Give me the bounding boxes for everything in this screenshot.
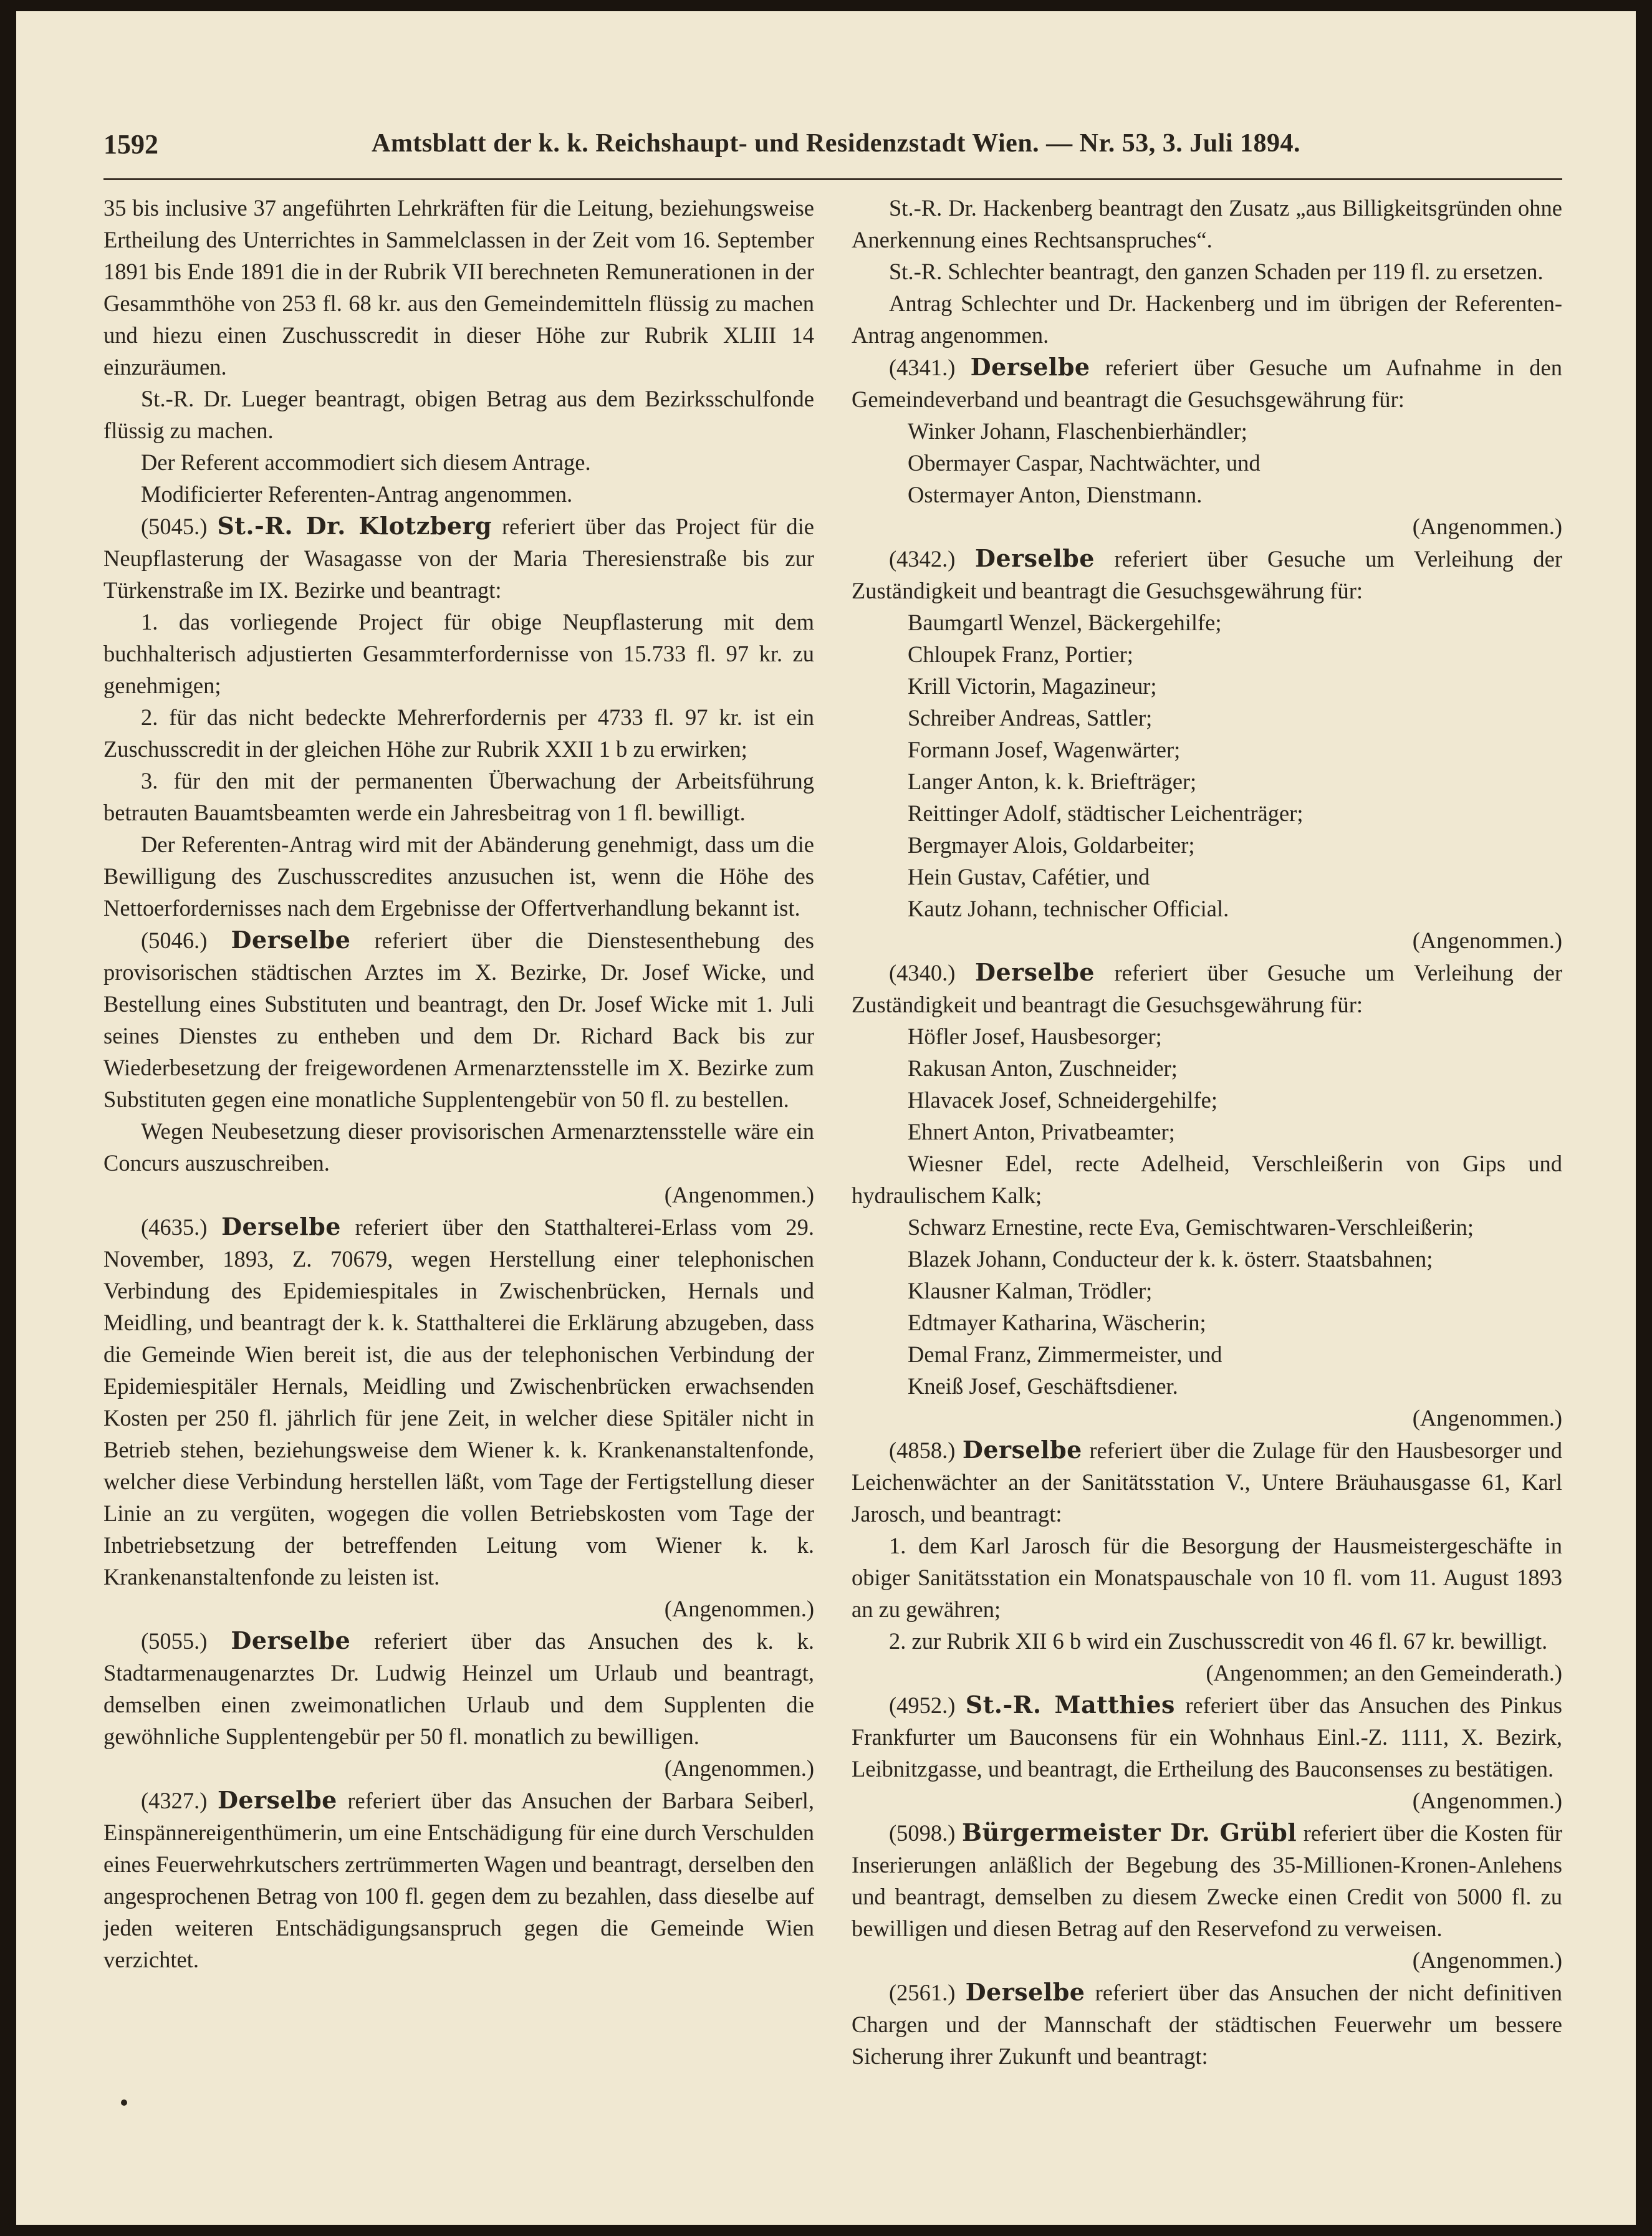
list-item: Schreiber Andreas, Sattler; <box>908 705 1153 731</box>
item-text: referiert über Gesuche um Verleihung der Zuständigkeit und beantragt die Gesuchsgewährung für: <box>852 960 1563 1017</box>
item-text: referiert über das Ansuchen des Pinkus Frankfurter um Bauconsens für ein Wohnhaus Einl.-Z. 1111, X. Bezirk, Leibnitzgasse, und beantragt, die Ertheilung des Bauconsenses zu bestätigen. <box>852 1692 1563 1782</box>
list-item: Ehnert Anton, Privatbeamter; <box>908 1119 1175 1144</box>
speaker: Derselbe <box>231 1626 351 1654</box>
applicant-list <box>852 607 1562 924</box>
list-item: Reittinger Adolf, städtischer Leichenträger; <box>908 800 1304 826</box>
item-number: (2561.) <box>889 1980 956 2005</box>
ink-dot <box>121 2099 127 2106</box>
list-item: Ostermayer Anton, Dienstmann. <box>908 482 1203 507</box>
applicant-list <box>852 415 1562 511</box>
resolution: (Angenommen.) <box>1412 928 1562 953</box>
item-number: (4341.) <box>889 355 956 380</box>
page-number: 1592 <box>103 129 158 160</box>
resolution: (Angenommen.) <box>664 1182 814 1207</box>
list-item: Chloupek Franz, Portier; <box>908 641 1133 667</box>
item-text: referiert über das Ansuchen der Barbara Seiberl, Einspännereigenthümerin, um eine Entschädigung für eine durch Verschulden eines Feuerwehrkutschers zertrümmerten Wagen und beantragt, derselben den angesprochenen Betrag von 100 fl. gegen dem zu bezahlen, dass dieselbe auf jeden weiteren Entschädigungsanspruch gegen die Gemeinde Wien verzichtet. <box>103 1788 815 1972</box>
list-item: Kautz Johann, technischer Official. <box>908 896 1229 921</box>
agenda-item-4340 <box>852 956 1562 1020</box>
list-item: Höfler Josef, Hausbesorger; <box>908 1024 1162 1049</box>
list-item: Krill Victorin, Magazineur; <box>908 673 1157 699</box>
speaker: Derselbe <box>217 1786 337 1814</box>
speaker: Derselbe <box>221 1212 341 1240</box>
resolution: (Angenommen; an den Gemeinderath.) <box>1206 1660 1562 1686</box>
agenda-item-5045 <box>103 510 814 606</box>
resolution: (Angenommen.) <box>1412 1788 1562 1813</box>
list-item: Formann Josef, Wagenwärter; <box>908 737 1181 762</box>
item-text: referiert über das Ansuchen der nicht definitiven Chargen und der Mannschaft der städtischen Feuerwehr um bessere Sicherung ihrer Zukunft und beantragt: <box>852 1980 1563 2069</box>
paragraph: Der Referenten-Antrag wird mit der Abänderung genehmigt, dass um die Bewilligung des Zuschusscredites anzusuchen ist, wenn die Höhe des Nettoerfordernisses nach dem Ergebnisse der Offertverhandlung bekannt ist. <box>103 832 814 921</box>
item-number: (5045.) <box>141 514 208 539</box>
item-number: (4952.) <box>889 1692 956 1718</box>
page-header <box>103 117 1300 167</box>
speaker: Derselbe <box>975 544 1095 572</box>
paragraph: Wegen Neubesetzung dieser provisorischen Armenarztensstelle wäre ein Concurs auszuschreiben. <box>103 1118 814 1176</box>
agenda-item-4635 <box>103 1211 814 1593</box>
list-item: Demal Franz, Zimmermeister, und <box>908 1341 1222 1367</box>
running-title: Amtsblatt der k. k. Reichshaupt- und Residenzstadt Wien. — Nr. 53, 3. Juli 1894. <box>372 129 1300 158</box>
list-item: Winker Johann, Flaschenbierhändler; <box>908 418 1247 444</box>
item-text: referiert über die Zulage für den Hausbesorger und Leichenwächter an der Sanitätsstation V., Untere Bräuhausgasse 61, Karl Jarosch, und beantragt: <box>852 1437 1562 1527</box>
paragraph: 1. dem Karl Jarosch für die Besorgung der Hausmeistergeschäfte in obiger Sanitätsstation ein Monatspauschale von 10 fl. vom 11. August 1893 an zu gewähren; <box>852 1533 1562 1622</box>
document-page <box>16 11 1636 2225</box>
list-item: Obermayer Caspar, Nachtwächter, und <box>908 450 1261 476</box>
list-item: Blazek Johann, Conducteur der k. k. österr. Staatsbahnen; <box>908 1246 1433 1272</box>
item-number: (4340.) <box>889 960 956 986</box>
list-item: Baumgartl Wenzel, Bäckergehilfe; <box>908 610 1222 635</box>
header-rule <box>103 178 1562 180</box>
item-number: (4858.) <box>889 1437 956 1463</box>
item-number: (5098.) <box>889 1820 956 1846</box>
item-number: (5046.) <box>141 928 208 953</box>
item-text: referiert über die Dienstesenthebung des provisorischen städtischen Arztes im X. Bezirke, Dr. Josef Wicke, und Bestellung eines Substituten und beantragt, den Dr. Josef Wicke mit 1. Juli seines Dienstes zu entheben und dem Dr. Richard Back bis zur Wiederbesetzung der freigewordenen Armenarztensstelle im X. Bezirke zum Substituten gegen eine monatliche Supplentengebür von 50 fl. zu bestellen. <box>103 928 815 1112</box>
item-text: referiert über die Kosten für Inserierungen anläßlich der Begebung des 35-Millionen-Kronen-Anlehens und beantragt, demselben zu diesem Zwecke einen Credit von 5000 fl. zu bewilligen und diesen Betrag auf den Reservefond zu verweisen. <box>852 1820 1562 1941</box>
speaker: St.-R. Dr. Klotzberg <box>217 512 492 540</box>
agenda-item-4858 <box>852 1434 1562 1530</box>
resolution: (Angenommen.) <box>1412 514 1562 539</box>
paragraph: 2. zur Rubrik XII 6 b wird ein Zuschusscredit von 46 fl. 67 kr. bewilligt. <box>889 1628 1548 1654</box>
speaker: Derselbe <box>970 353 1090 381</box>
resolution: (Angenommen.) <box>664 1596 814 1621</box>
list-item: Wiesner Edel, recte Adelheid, Verschleißerin von Gips und hydraulischem Kalk; <box>852 1151 1562 1208</box>
item-text: referiert über den Statthalterei-Erlass vom 29. November, 1893, Z. 70679, wegen Herstellung einer telephonischen Verbindung des Epidemiespitales in Zwischenbrücken, Hernals und Meidling, und beantragt der k. k. Statthalterei die Erklärung abzugeben, dass die Gemeinde Wien bereit ist, die aus der telephonischen Verbindung der Epidemiespitäler Hernals, Meidling und Zwischenbrücken erwachsenden Kosten per 250 fl. jährlich für jene Zeit, in welcher diese Spitäler nicht in Betrieb stehen, beziehungsweise dem Wiener k. k. Krankenanstaltenfonde, welcher diese Verbindung herstellen läßt, vom Tage der Fertigstellung dieser Linie an zu vergüten, wogegen die vollen Betriebskosten vom Tage der Inbetriebsetzung der betreffenden Leitung vom Wiener k. k. Krankenanstaltenfonde zu leisten ist. <box>103 1214 814 1590</box>
paragraph: Modificierter Referenten-Antrag angenommen. <box>141 481 573 507</box>
speaker: St.-R. Matthies <box>965 1691 1175 1719</box>
paragraph: 2. für das nicht bedeckte Mehrerfordernis per 4733 fl. 97 kr. ist ein Zuschusscredit in der gleichen Höhe zur Rubrik XXII 1 b zu erwirken; <box>103 704 814 762</box>
list-item: Bergmayer Alois, Goldarbeiter; <box>908 832 1195 858</box>
agenda-item-5055 <box>103 1624 814 1752</box>
speaker: Derselbe <box>962 1436 1082 1464</box>
left-column <box>103 192 814 1975</box>
agenda-item-4342 <box>852 542 1562 607</box>
list-item: Klausner Kalman, Trödler; <box>908 1278 1153 1303</box>
speaker: Derselbe <box>231 926 351 954</box>
list-item: Hlavacek Josef, Schneidergehilfe; <box>908 1087 1217 1113</box>
list-item: Schwarz Ernestine, recte Eva, Gemischtwaren-Verschleißerin; <box>908 1214 1474 1240</box>
item-text: referiert über Gesuche um Aufnahme in den Gemeindeverband und beantragt die Gesuchsgewährung für: <box>852 355 1563 412</box>
speaker: Bürgermeister Dr. Grübl <box>962 1818 1297 1846</box>
speaker: Derselbe <box>965 1978 1085 2006</box>
list-item: Kneiß Josef, Geschäftsdiener. <box>908 1373 1178 1399</box>
paragraph: Der Referent accommodiert sich diesem Antrage. <box>141 449 591 475</box>
agenda-item-5098 <box>852 1816 1562 1944</box>
agenda-item-4952 <box>852 1689 1562 1785</box>
item-number: (4342.) <box>889 546 956 572</box>
list-item: Hein Gustav, Cafétier, und <box>908 864 1150 890</box>
speaker: Derselbe <box>975 958 1095 986</box>
paragraph: 3. für den mit der permanenten Überwachung der Arbeitsführung betrauten Bauamtsbeamten werde ein Jahresbeitrag von 1 fl. bewilligt. <box>103 768 814 825</box>
list-item: Edtmayer Katharina, Wäscherin; <box>908 1310 1206 1335</box>
resolution: (Angenommen.) <box>664 1755 814 1781</box>
list-item: Rakusan Anton, Zuschneider; <box>908 1055 1178 1081</box>
item-text: referiert über das Project für die Neupflasterung der Wasagasse von der Maria Theresienstraße bis zur Türkenstraße im IX. Bezirke und beantragt: <box>103 514 815 603</box>
item-number: (4327.) <box>141 1788 208 1813</box>
paragraph: 35 bis inclusive 37 angeführten Lehrkräften für die Leitung, beziehungsweise Ertheilung des Unterrichtes in Sammelclassen in der Zeit vom 16. September 1891 bis Ende 1891 die in der Rubrik VII berechneten Remunerationen in der Gesammthöhe von 253 fl. 68 kr. aus den Gemeindemitteln flüssig zu machen und hiezu einen Zuschusscredit in dieser Höhe zur Rubrik XLIII 14 einzuräumen. <box>103 195 814 380</box>
paragraph: St.-R. Schlechter beantragt, den ganzen Schaden per 119 fl. zu ersetzen. <box>889 259 1544 284</box>
paragraph: Antrag Schlechter und Dr. Hackenberg und im übrigen der Referenten-Antrag angenommen. <box>852 290 1562 348</box>
list-item: Langer Anton, k. k. Briefträger; <box>908 769 1197 794</box>
paragraph: St.-R. Dr. Lueger beantragt, obigen Betrag aus dem Bezirksschulfonde flüssig zu machen. <box>103 386 814 443</box>
applicant-list <box>852 1020 1562 1402</box>
agenda-item-2561 <box>852 1976 1562 2072</box>
item-text: referiert über das Ansuchen des k. k. Stadtarmenaugenarztes Dr. Ludwig Heinzel um Urlaub und beantragt, demselben einen zweimonatlichen Urlaub und dem Supplenten die gewöhnliche Supplentengebür per 50 fl. monatlich zu bewilligen. <box>103 1628 815 1749</box>
agenda-item-4341 <box>852 351 1562 415</box>
item-number: (4635.) <box>141 1214 208 1240</box>
right-column <box>852 192 1562 2072</box>
agenda-item-4327 <box>103 1784 814 1975</box>
paragraph: St.-R. Dr. Hackenberg beantragt den Zusatz „aus Billigkeitsgründen ohne Anerkennung eines Rechtsanspruches“. <box>852 195 1562 252</box>
resolution: (Angenommen.) <box>1412 1405 1562 1431</box>
item-number: (5055.) <box>141 1628 208 1654</box>
resolution: (Angenommen.) <box>1412 1947 1562 1973</box>
item-text: referiert über Gesuche um Verleihung der Zuständigkeit und beantragt die Gesuchsgewährung für: <box>852 546 1563 603</box>
agenda-item-5046 <box>103 924 814 1115</box>
paragraph: 1. das vorliegende Project für obige Neupflasterung mit dem buchhalterisch adjustierten Gesammterfordernisse von 15.733 fl. 97 kr. zu genehmigen; <box>103 609 814 698</box>
